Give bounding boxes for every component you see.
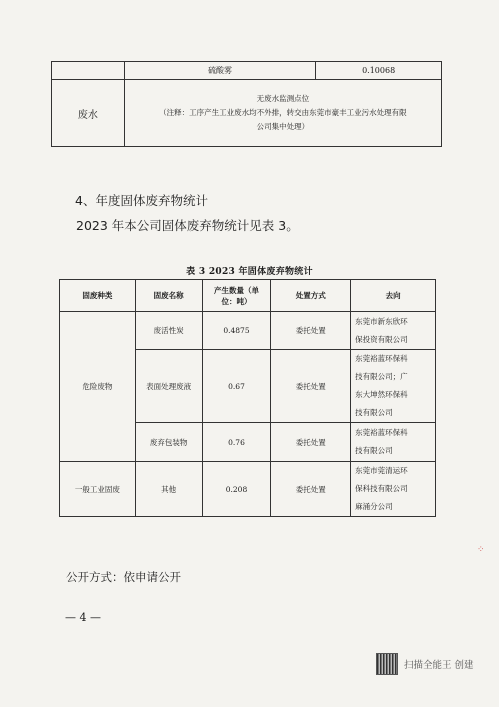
table-row xyxy=(52,62,442,80)
waste-category-cell: 危险废物 xyxy=(60,312,136,462)
paragraph: 2023 年本公司固体废弃物统计见表 3。 xyxy=(76,218,299,233)
waste-name-cell: 废活性炭 xyxy=(135,312,202,350)
note-line: 公司集中处理） xyxy=(256,122,310,131)
method-cell: 委托处置 xyxy=(271,462,351,517)
destination-line: 东大坤然环保科 xyxy=(355,390,408,399)
waste-name-cell: 表面处理废液 xyxy=(135,350,202,423)
section-heading: 4、年度固体废弃物统计 xyxy=(75,193,208,208)
quantity-cell: 0.76 xyxy=(202,423,271,462)
table-row xyxy=(60,312,436,350)
waste-category-cell: 一般工业固废 xyxy=(60,462,136,517)
seal-fragment-icon: ⁘ xyxy=(477,545,485,555)
destination-line: 东莞市新东欣环 xyxy=(355,316,408,326)
header-name: 固废名称 xyxy=(135,280,202,312)
quantity-cell: 0.4875 xyxy=(202,312,271,350)
destination-line: 技有限公司；广 xyxy=(355,372,408,381)
quantity-cell: 0.67 xyxy=(202,350,271,423)
header-quantity xyxy=(202,280,271,312)
table-caption: 表 3 2023 年固体废弃物统计 xyxy=(186,267,313,277)
quantity-cell: 0.208 xyxy=(202,462,271,517)
pollutant-cell: 硫酸雾 xyxy=(124,62,315,80)
destination-line: 东莞市莞清运环 xyxy=(355,466,408,475)
category-cell: 废水 xyxy=(52,80,125,147)
header-destination: 去向 xyxy=(351,280,436,312)
method-cell: 委托处置 xyxy=(271,423,351,462)
destination-line: 东莞裕蓝环保科 xyxy=(355,428,408,437)
header-quantity-line: 位：吨） xyxy=(221,296,252,306)
note-line: 无废水监测点位 xyxy=(256,94,310,103)
table-row xyxy=(52,80,442,147)
destination-cell xyxy=(351,423,436,462)
destination-line: 技有限公司 xyxy=(355,408,393,417)
destination-line: 保科技有限公司 xyxy=(355,484,408,493)
value-cell: 0.10068 xyxy=(316,62,442,80)
disclosure-mode: 公开方式：依申请公开 xyxy=(66,570,181,584)
emissions-table-continued xyxy=(51,61,442,147)
method-cell: 委托处置 xyxy=(271,350,351,423)
table-cell xyxy=(52,62,125,80)
destination-cell xyxy=(351,350,436,423)
method-cell: 委托处置 xyxy=(271,312,351,350)
page-number: — 4 — xyxy=(65,611,101,624)
watermark-text: 扫描全能王 创建 xyxy=(404,660,474,671)
waste-name-cell: 废弃包装物 xyxy=(135,423,202,462)
destination-line: 技有限公司 xyxy=(355,446,393,455)
header-quantity-line: 产生数量（单 xyxy=(213,285,259,295)
destination-line: 麻涌分公司 xyxy=(355,502,393,511)
table-header-row xyxy=(60,280,436,312)
wastewater-note-cell xyxy=(124,80,441,147)
destination-cell xyxy=(351,312,436,350)
destination-line: 东莞裕蓝环保科 xyxy=(355,354,408,363)
destination-line: 保投资有限公司 xyxy=(355,334,408,344)
scanner-watermark xyxy=(376,652,474,676)
table-row xyxy=(60,462,436,517)
waste-name-cell: 其他 xyxy=(135,462,202,517)
header-type: 固废种类 xyxy=(60,280,136,312)
destination-cell xyxy=(351,462,436,517)
header-method: 处置方式 xyxy=(271,280,351,312)
note-line: （注释：工序产生工业废水均不外排，转交由东莞市豪丰工业污水处理有限 xyxy=(159,108,407,117)
qr-code-icon xyxy=(376,653,398,675)
solid-waste-table xyxy=(59,279,436,517)
